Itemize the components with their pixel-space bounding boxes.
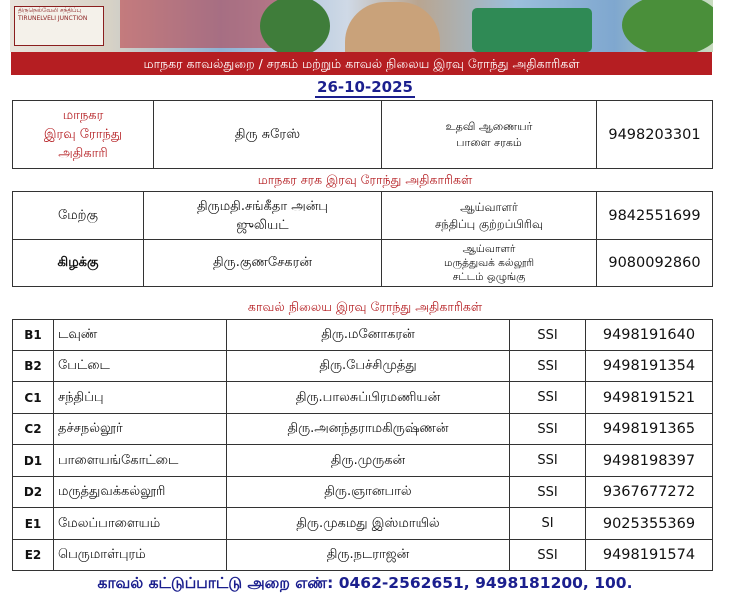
station-name: மேலப்பாளையம் xyxy=(58,515,161,531)
station-code: D2 xyxy=(23,485,43,499)
station-name: தச்சநல்லூர் xyxy=(58,421,123,436)
footer-label: காவல் கட்டுப்பாட்டு அறை எண்: xyxy=(97,574,334,592)
header-banner-image xyxy=(10,0,713,52)
top-officer-designation: உதவி ஆணையர் பாளை சரகம் xyxy=(445,119,533,149)
station-name: பெருமாள்புரம் xyxy=(58,547,146,562)
station-officer-rank: SSI xyxy=(537,547,558,563)
range-officer-west-designation: ஆய்வாளர் சந்திப்பு குற்றப்பிரிவு xyxy=(434,199,544,231)
station-officer-phone: 9498191640 xyxy=(602,327,696,343)
station-officer-name: திரு.பாலசுப்பிரமணியன் xyxy=(295,389,441,405)
station-name: சந்திப்பு xyxy=(58,389,104,405)
page-title: மாநகர காவல்துறை / சரகம் மற்றும் காவல் நிலைய இரவு ரோந்து அதிகாரிகள் xyxy=(11,52,712,75)
station-code: C2 xyxy=(24,422,42,436)
station-code: B1 xyxy=(24,328,42,342)
range-heading: மாநகர சரக இரவு ரோந்து அதிகாரிகள் xyxy=(257,172,473,187)
range-area-east: கிழக்கு xyxy=(57,255,99,270)
station-name: மருத்துவக்கல்லூரி xyxy=(58,484,166,499)
range-officer-east-name: திரு.குணசேகரன் xyxy=(213,255,312,270)
signboard-tamil: திருநெல்வேலி சந்திப்பு xyxy=(18,7,82,14)
station-signboard xyxy=(14,6,104,46)
control-room-footer xyxy=(0,574,730,594)
station-officer-phone: 9498191521 xyxy=(602,389,696,406)
station-officer-rank: SSI xyxy=(537,390,558,405)
date xyxy=(0,78,730,98)
range-area-west: மேற்கு xyxy=(57,207,98,223)
station-officer-name: திரு.ஞானபால் xyxy=(324,484,412,499)
range-officer-west-phone: 9842551699 xyxy=(608,207,701,224)
station-officer-rank: SSI xyxy=(537,421,558,437)
gopuram-arch-shape xyxy=(345,2,440,52)
station-officer-name: திரு.நடராஜன் xyxy=(326,547,410,562)
station-code: E1 xyxy=(24,516,42,531)
station-officer-name: திரு.அனந்தராமகிருஷ்ணன் xyxy=(287,421,449,436)
station-officer-rank: SSI xyxy=(537,484,558,500)
tree-shape xyxy=(260,0,330,52)
top-officer-name: திரு சுரேஸ் xyxy=(234,126,301,142)
station-officer-name: திரு.பேச்சிமுத்து xyxy=(319,358,417,373)
station-officer-phone: 9498191354 xyxy=(602,358,696,374)
range-officer-east-phone: 9080092860 xyxy=(608,255,701,271)
station-officer-phone: 9498198397 xyxy=(602,452,696,469)
footer-phone-numbers: 0462-2562651, 9498181200, 100. xyxy=(338,574,633,592)
bus-shape xyxy=(472,8,592,52)
top-officer-phone: 9498203301 xyxy=(608,126,701,143)
station-officer-rank: SSI xyxy=(537,358,558,374)
signboard-english: TIRUNELVELI JUNCTION xyxy=(18,15,88,22)
station-officer-name: திரு.முகமது இஸ்மாயில் xyxy=(296,515,440,531)
station-officer-phone: 9498191574 xyxy=(602,547,696,563)
station-officer-rank: SI xyxy=(541,516,554,531)
date-text: 26-10-2025 xyxy=(317,78,413,96)
station-officer-name: திரு.மனோகரன் xyxy=(321,327,415,342)
station-roof-shape xyxy=(120,0,280,48)
station-code: E2 xyxy=(24,548,42,562)
station-officer-rank: SSI xyxy=(537,453,558,468)
range-officer-west-name: திருமதி.சங்கீதா அன்பு ஜுலியட் xyxy=(197,198,328,233)
station-name: டவுண் xyxy=(58,327,98,342)
station-code: C1 xyxy=(24,390,42,405)
station-name: பேட்டை xyxy=(58,358,110,373)
station-officer-name: திரு.முருகன் xyxy=(330,452,406,468)
tree-shape-right xyxy=(622,0,713,52)
station-heading: காவல் நிலைய இரவு ரோந்து அதிகாரிகள் xyxy=(247,299,483,314)
station-officer-phone: 9367677272 xyxy=(602,484,696,500)
station-officer-rank: SSI xyxy=(537,327,558,343)
station-code: B2 xyxy=(24,359,42,373)
station-officer-phone: 9025355369 xyxy=(602,515,696,532)
station-name: பாளையங்கோட்டை xyxy=(58,452,179,468)
station-code: D1 xyxy=(23,453,43,468)
station-officer-phone: 9498191365 xyxy=(602,421,696,437)
top-officer-role: மாநகர இரவு ரோந்து அதிகாரி xyxy=(43,108,123,161)
range-officer-east-designation: ஆய்வாளர் மருத்துவக் கல்லூரி சட்டம் ஒழுங்கு xyxy=(443,243,535,283)
